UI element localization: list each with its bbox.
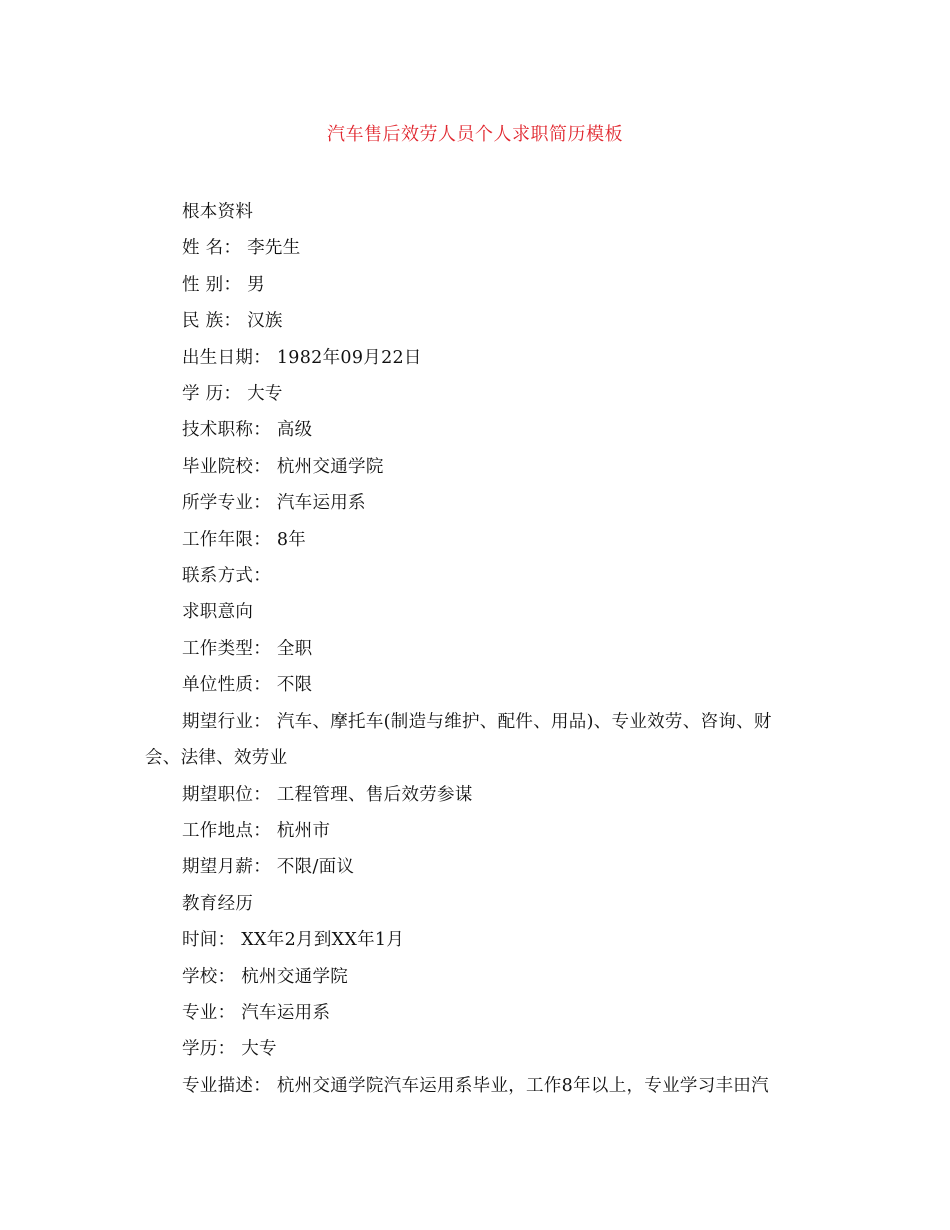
field-work-location: 工作地点： 杭州市 — [182, 820, 331, 841]
field-gender: 性 别： 男 — [182, 274, 265, 295]
field-expected-position: 期望职位： 工程管理、售后效劳参谋 — [182, 784, 473, 805]
field-contact: 联系方式： — [182, 566, 271, 587]
document-body — [145, 194, 805, 1104]
field-graduated-school: 毕业院校： 杭州交通学院 — [182, 456, 384, 477]
field-work-years: 工作年限： 8年 — [182, 529, 307, 550]
field-expected-industry: 期望行业： 汽车、摩托车(制造与维护、配件、用品)、专业效劳、咨询、财会、法律、效劳业 — [145, 711, 772, 769]
field-birth-date: 出生日期： 1982年09月22日 — [182, 347, 422, 368]
section-heading-basic-info: 根本资料 — [182, 202, 254, 222]
document-title: 汽车售后效劳人员个人求职简历模板 — [327, 124, 623, 145]
field-education-major: 专业： 汽车运用系 — [182, 1002, 331, 1023]
section-heading-education: 教育经历 — [182, 893, 254, 914]
field-expected-salary: 期望月薪： 不限/面议 — [182, 857, 355, 878]
field-major-description: 专业描述： 杭州交通学院汽车运用系毕业，工作8年以上，专业学习丰田汽 — [182, 1075, 769, 1096]
field-education-time: 时间： XX年2月到XX年1月 — [182, 930, 405, 951]
field-major: 所学专业： 汽车运用系 — [182, 493, 366, 514]
field-education-school: 学校： 杭州交通学院 — [182, 966, 349, 987]
field-ethnicity: 民 族： 汉族 — [182, 311, 283, 332]
field-education-degree: 学历： 大专 — [182, 1039, 277, 1060]
section-heading-job-intention: 求职意向 — [182, 602, 254, 623]
field-company-type: 单位性质： 不限 — [182, 675, 313, 696]
field-name: 姓 名： 李先生 — [182, 238, 301, 259]
field-job-type: 工作类型： 全职 — [182, 638, 313, 659]
field-technical-title: 技术职称： 高级 — [182, 420, 313, 441]
field-education: 学 历： 大专 — [182, 384, 283, 405]
